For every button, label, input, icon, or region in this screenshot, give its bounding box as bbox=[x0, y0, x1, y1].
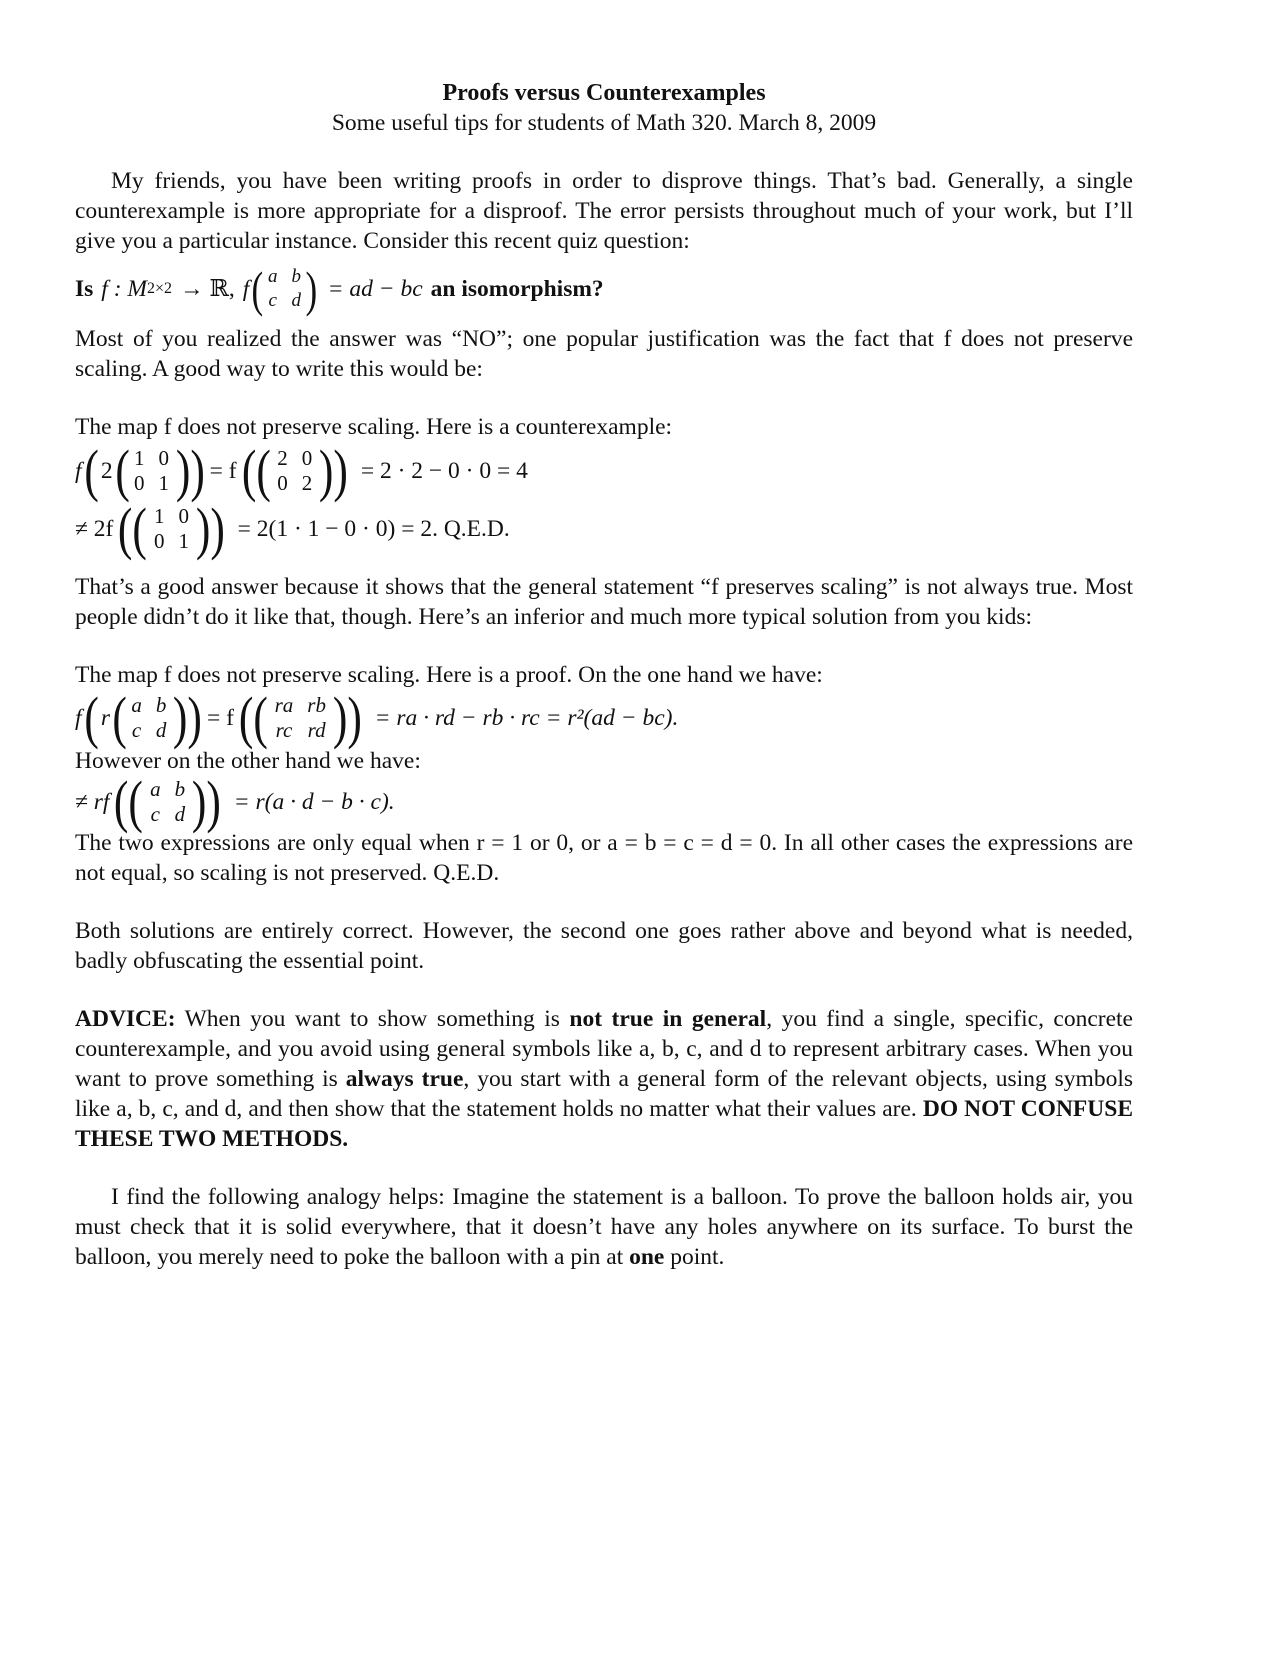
matrix-entry: d bbox=[291, 290, 301, 311]
matrix-entry: rc bbox=[275, 718, 293, 742]
question-rhs: = ad − bc bbox=[327, 276, 423, 302]
matrix-entry: rd bbox=[307, 718, 326, 742]
matrix-entry: 1 bbox=[133, 446, 145, 470]
matrix-entry: 0 bbox=[133, 471, 145, 495]
advice-label: ADVICE: bbox=[75, 1006, 176, 1032]
matrix-entry: b bbox=[174, 777, 186, 801]
counterexample-line-1 bbox=[75, 438, 1133, 503]
matrix-entry: 0 bbox=[154, 529, 165, 553]
proof-line-1 bbox=[75, 685, 1133, 750]
left-paren: ( bbox=[115, 438, 130, 503]
analogy-text: point. bbox=[664, 1244, 725, 1270]
matrix-entry: rb bbox=[307, 693, 326, 717]
result-1: = ra · rd − rb · rc = r²(ad − bc). bbox=[374, 705, 679, 731]
analogy-bold: one bbox=[629, 1244, 665, 1270]
matrix-3 bbox=[150, 777, 185, 827]
page-title: Proofs versus Counterexamples bbox=[442, 80, 766, 106]
matrix-entry: d bbox=[174, 802, 186, 826]
right-paren: ) bbox=[305, 261, 318, 317]
advice-text: , you find a single, specific, concrete counterexample, and you avoid using general symbols like a, b, c, and d to represent arbitrary cases. When you want to prove something is bbox=[75, 1006, 1133, 1092]
scalar: r bbox=[100, 705, 111, 731]
right-paren: )) bbox=[173, 685, 203, 750]
question-f: f bbox=[242, 276, 250, 302]
matrix-entry: c bbox=[131, 718, 142, 742]
left-paren: ( bbox=[251, 261, 264, 317]
matrix-entry: ra bbox=[274, 693, 294, 717]
advice-text: When you want to show something is bbox=[175, 1006, 570, 1032]
question-map: f : M bbox=[101, 276, 147, 302]
not-equal-rf: ≠ rf bbox=[75, 789, 110, 815]
right-paren: )) bbox=[332, 685, 362, 750]
equals-f: = f bbox=[206, 705, 234, 731]
result-1: = 2 · 2 − 0 · 0 = 4 bbox=[360, 458, 528, 484]
result-2: = 2(1 · 1 − 0 · 0) = 2. Q.E.D. bbox=[237, 516, 510, 542]
scalar: 2 bbox=[100, 458, 113, 484]
advice-bold: always true bbox=[345, 1066, 464, 1092]
paragraph-4: Both solutions are entirely correct. However, the second one goes rather above and beyond what is needed, badly obfuscating the essential point. bbox=[75, 918, 1133, 974]
result-2: = r(a · d − b · c). bbox=[233, 789, 395, 815]
advice-bold: not true in general bbox=[569, 1006, 767, 1032]
equals-f: = f bbox=[209, 458, 237, 484]
f-symbol: f bbox=[75, 458, 82, 484]
matrix-2 bbox=[277, 446, 312, 496]
matrix-entry: a bbox=[150, 777, 161, 801]
matrix-entry: a bbox=[131, 693, 142, 717]
question-matrix bbox=[268, 265, 301, 313]
matrix-entry: 0 bbox=[301, 446, 313, 470]
matrix-entry: 2 bbox=[301, 471, 313, 495]
question-prefix: Is bbox=[75, 276, 94, 302]
proof-conclusion: The two expressions are only equal when r = 1 or 0, or a = b = c = d = 0. In all other cases the expressions are not equal, so scaling is not preserved. Q.E.D. bbox=[75, 830, 1133, 886]
left-paren: ( bbox=[83, 685, 99, 750]
question-suffix: an isomorphism? bbox=[430, 276, 604, 302]
right-paren: )) bbox=[191, 769, 221, 834]
analogy-paragraph bbox=[75, 1182, 1133, 1272]
matrix-entry: b bbox=[291, 266, 301, 287]
right-paren: )) bbox=[175, 438, 205, 503]
matrix-entry: c bbox=[150, 802, 160, 826]
matrix-entry: 0 bbox=[158, 446, 169, 470]
page-subtitle: Some useful tips for students of Math 320. March 8, 2009 bbox=[331, 110, 877, 136]
matrix-entry: 0 bbox=[277, 471, 288, 495]
paragraph-2: Most of you realized the answer was “NO”; one popular justification was the fact that f does not preserve scaling. A good way to write this would be: bbox=[75, 326, 1133, 382]
matrix-entry: 2 bbox=[277, 446, 288, 470]
matrix-entry: d bbox=[155, 718, 167, 742]
advice-bold: DO NOT CONFUSE THESE TWO METHODS. bbox=[75, 1096, 1133, 1152]
proof-however: However on the other hand we have: bbox=[75, 748, 421, 774]
left-paren: (( bbox=[241, 438, 271, 503]
left-paren: (( bbox=[238, 685, 268, 750]
matrix-3 bbox=[154, 504, 189, 554]
right-paren: )) bbox=[319, 438, 348, 503]
question-sub: 2×2 bbox=[146, 280, 173, 297]
advice-text: , you start with a general form of the relevant objects, using symbols like a, b, c, and d, and then show that the statement holds no matter what their values are. bbox=[75, 1066, 1134, 1122]
quiz-question bbox=[75, 261, 1133, 317]
proof-lead: The map f does not preserve scaling. Here is a proof. On the one hand we have: bbox=[75, 662, 823, 688]
matrix-entry: a bbox=[267, 266, 278, 287]
analogy-text: I find the following analogy helps: Imagine the statement is a balloon. To prove the balloon holds air, you must check that it is solid everywhere, that it doesn’t have any holes anywhere on its surface. To burst the balloon, you merely need to poke the balloon with a pin at bbox=[75, 1184, 1133, 1270]
matrix-entry: b bbox=[155, 693, 167, 717]
advice-paragraph bbox=[75, 1004, 1133, 1154]
paragraph-3: That’s a good answer because it shows that the general statement “f preserves scaling” is not always true. Most people didn’t do it like that, though. Here’s an inferior and much more typical solution from you kids: bbox=[75, 574, 1133, 630]
matrix-entry: 0 bbox=[178, 504, 189, 528]
matrix-entry: 1 bbox=[154, 504, 165, 528]
matrix-entry: 1 bbox=[178, 529, 189, 553]
question-arrow: → ℝ, bbox=[180, 276, 235, 302]
matrix-1 bbox=[134, 446, 169, 496]
matrix-1 bbox=[131, 693, 166, 743]
left-paren: ( bbox=[83, 438, 99, 503]
intro-paragraph: My friends, you have been writing proofs in order to disprove things. That’s bad. Generally, a single counterexample is more appropriate for a disproof. The error persists throughout much of your work, but I’ll give you a particular instance. Consider this recent quiz question: bbox=[75, 168, 1133, 254]
matrix-2 bbox=[275, 693, 326, 743]
document-page bbox=[75, 78, 1133, 1272]
matrix-entry: 1 bbox=[158, 471, 169, 495]
counterexample-lead: The map f does not preserve scaling. Here is a counterexample: bbox=[75, 414, 673, 440]
proof-line-2 bbox=[75, 769, 1133, 834]
f-symbol: f bbox=[75, 705, 82, 731]
matrix-entry: c bbox=[268, 290, 277, 311]
right-paren: )) bbox=[195, 496, 225, 561]
left-paren: (( bbox=[118, 496, 148, 561]
not-equal-2f: ≠ 2f bbox=[75, 516, 114, 542]
counterexample-line-2 bbox=[75, 496, 1133, 561]
left-paren: ( bbox=[112, 685, 127, 750]
left-paren: (( bbox=[114, 769, 144, 834]
